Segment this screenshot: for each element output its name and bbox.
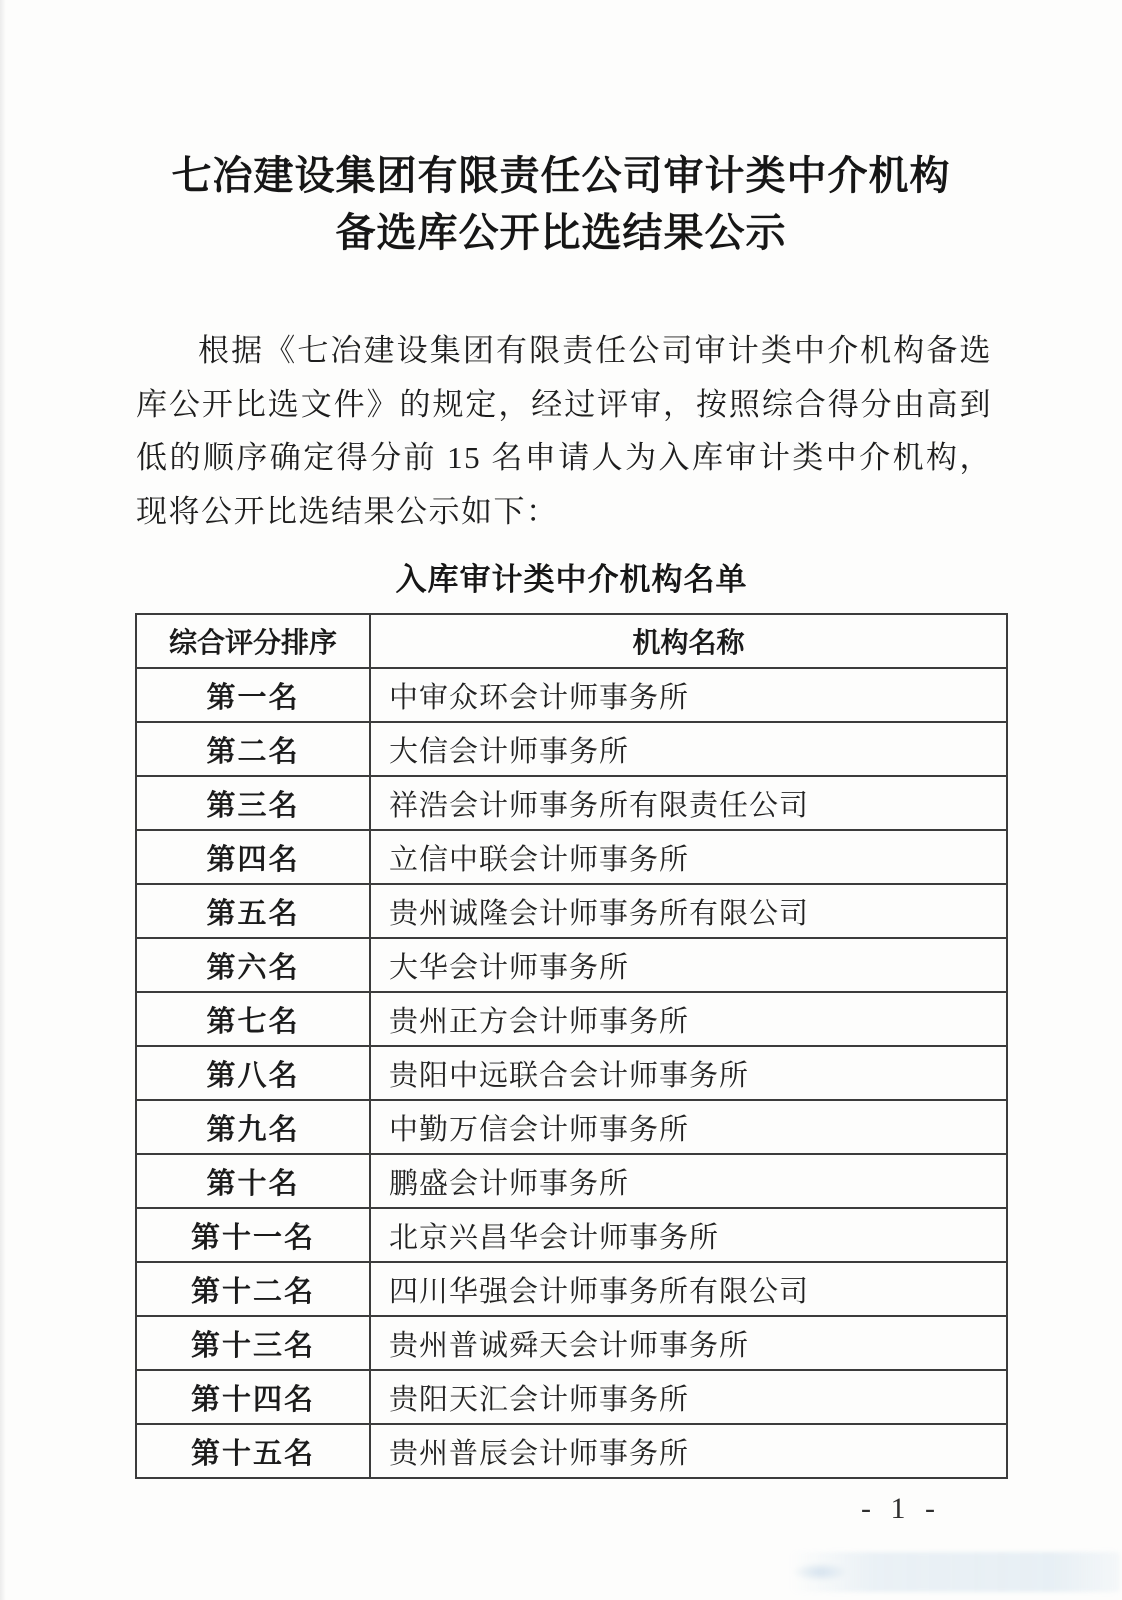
name-cell: 中审众环会计师事务所 — [370, 668, 1007, 722]
rank-cell: 第一名 — [136, 668, 370, 722]
rank-cell: 第十一名 — [136, 1208, 370, 1262]
name-cell: 贵州普诚舜天会计师事务所 — [370, 1316, 1007, 1370]
rank-cell: 第九名 — [136, 1100, 370, 1154]
table-row — [136, 1100, 1007, 1154]
name-cell: 北京兴昌华会计师事务所 — [370, 1208, 1007, 1262]
rank-cell: 第六名 — [136, 938, 370, 992]
name-cell: 贵阳天汇会计师事务所 — [370, 1370, 1007, 1424]
table-row — [136, 1424, 1007, 1478]
table-row — [136, 1262, 1007, 1316]
rank-cell: 第五名 — [136, 884, 370, 938]
page-number: - 1 - — [861, 1492, 941, 1525]
table-row — [136, 1046, 1007, 1100]
name-cell: 贵州正方会计师事务所 — [370, 992, 1007, 1046]
rank-cell: 第十五名 — [136, 1424, 370, 1478]
table-row — [136, 938, 1007, 992]
rank-cell: 第十名 — [136, 1154, 370, 1208]
name-cell: 祥浩会计师事务所有限责任公司 — [370, 776, 1007, 830]
table-row — [136, 830, 1007, 884]
rank-cell: 第十三名 — [136, 1316, 370, 1370]
name-cell: 立信中联会计师事务所 — [370, 830, 1007, 884]
page-title — [0, 0, 1122, 262]
table-caption: 入库审计类中介机构名单 — [395, 562, 748, 597]
table-row — [136, 1208, 1007, 1262]
rank-cell: 第十四名 — [136, 1370, 370, 1424]
agency-table — [135, 613, 1008, 1479]
column-header-name: 机构名称 — [370, 614, 1007, 668]
name-cell: 中勤万信会计师事务所 — [370, 1100, 1007, 1154]
table-row — [136, 668, 1007, 722]
name-cell: 四川华强会计师事务所有限公司 — [370, 1262, 1007, 1316]
rank-cell: 第四名 — [136, 830, 370, 884]
table-header-row — [136, 614, 1007, 668]
page-title-line1: 七冶建设集团有限责任公司审计类中介机构 — [171, 154, 951, 198]
rank-cell: 第八名 — [136, 1046, 370, 1100]
name-cell: 大信会计师事务所 — [370, 722, 1007, 776]
table-row — [136, 1154, 1007, 1208]
name-cell: 鹏盛会计师事务所 — [370, 1154, 1007, 1208]
table-row — [136, 1370, 1007, 1424]
table-row — [136, 776, 1007, 830]
name-cell: 贵阳中远联合会计师事务所 — [370, 1046, 1007, 1100]
table-row — [136, 884, 1007, 938]
column-header-rank: 综合评分排序 — [136, 614, 370, 668]
agency-table-body — [136, 668, 1007, 1478]
rank-cell: 第十二名 — [136, 1262, 370, 1316]
rank-cell: 第二名 — [136, 722, 370, 776]
intro-paragraph: 根据《七冶建设集团有限责任公司审计类中介机构备选库公开比选文件》的规定，经过评审，按照综合得分由高到低的顺序确定得分前 15 名申请人为入库审计类中介机构，现将公开比选结果公示如下： — [136, 333, 992, 529]
watermark-smudge — [790, 1552, 1120, 1592]
table-row — [136, 1316, 1007, 1370]
name-cell: 贵州普辰会计师事务所 — [370, 1424, 1007, 1478]
rank-cell: 第三名 — [136, 776, 370, 830]
table-row — [136, 992, 1007, 1046]
rank-cell: 第七名 — [136, 992, 370, 1046]
name-cell: 大华会计师事务所 — [370, 938, 1007, 992]
page-title-line2: 备选库公开比选结果公示 — [335, 211, 787, 255]
table-row — [136, 722, 1007, 776]
name-cell: 贵州诚隆会计师事务所有限公司 — [370, 884, 1007, 938]
scan-edge-shadow — [0, 0, 6, 1600]
